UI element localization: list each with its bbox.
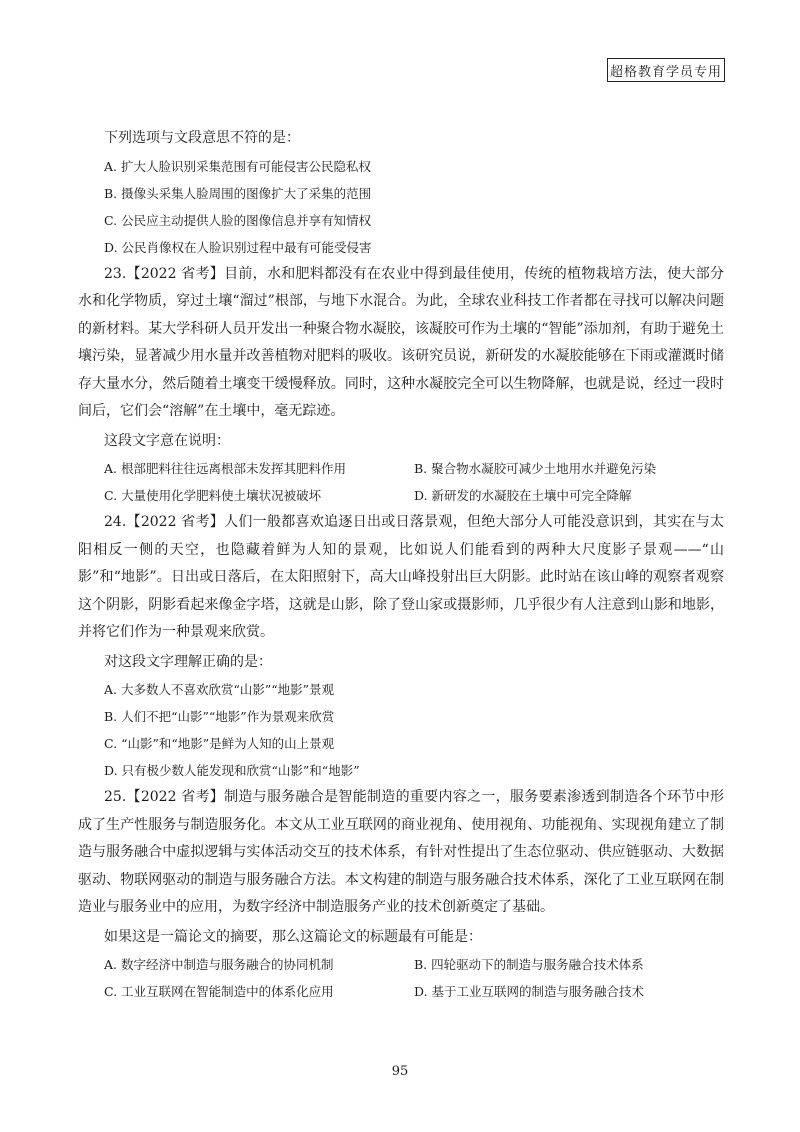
q22-option-a: A. 扩大人脸识别采集范围有可能侵害公民隐私权 [104,158,371,174]
q23-option-c: C. 大量使用化学肥料使土壤状况被破坏 [104,488,322,503]
q24-passage: 24.【2022 省考】人们一般都喜欢追逐日出或日落景观，但绝大部分人可能没意识到，其实在与太阳相反一侧的天空，也隐藏着鲜为人知的景观，比如说人们能看到的两种大尺度影子景观——“山影”和“地影”。日出或日落后，在太阳照射下，高大山峰投射出巨大阴影。此时站在该山峰的观察者观察这个阴影，阴影看起来像金字塔，这就是山影，除了登山家或摄影师，几乎很少有人注意到山影和地影，并将它们作为一种景观来欣赏。 [78,514,724,640]
q22-option-d: D. 公民肖像权在人脸识别过程中最有可能受侵害 [104,239,372,255]
q23-option-d: D. 新研发的水凝胶在土壤中可完全降解 [414,488,632,503]
q24-option-a: A. 大多数人不喜欢欣赏“山影”“地影”景观 [104,682,335,697]
q25-passage: 25.【2022 省考】制造与服务融合是智能制造的重要内容之一，服务要素渗透到制造各个环节中形成了生产性服务与制造服务化。本文从工业互联网的商业视角、使用视角、功能视角、实现视角建立了制造与服务融合中虚拟逻辑与实体活动交互的技术体系，有针对性提出了生态位驱动、供应链驱动、大数据驱动、物联网驱动的制造与服务融合方法。本文构建的制造与服务融合技术体系，深化了工业互联网在制造业与服务业中的应用，为数字经济中制造服务产业的技术创新奠定了基础。 [78,789,724,915]
q23-option-b: B. 聚合物水凝胶可减少土地用水并避免污染 [414,461,657,476]
q24-option-d: D. 只有极少数人能发现和欣赏“山影”和“地影” [104,763,360,778]
q25-prompt: 如果这是一篇论文的摘要，那么这篇论文的标题最有可能是： [104,928,482,945]
q23-options [104,455,724,509]
q22-option-c: C. 公民应主动提供人脸的图像信息并享有知情权 [104,212,372,228]
q22-option-b: B. 摄像头采集人脸周围的图像扩大了采集的范围 [104,185,372,201]
q23-prompt: 这段文字意在说明： [104,432,230,449]
q24-prompt: 对这段文字理解正确的是： [104,653,272,670]
q23-passage: 23.【2022 省考】目前，水和肥料都没有在农业中得到最佳使用，传统的植物栽培方法，使大部分水和化学物质，穿过土壤“溜过”根部，与地下水混合。为此，全球农业科技工作者都在寻找可以解决问题的新材料。某大学科研人员开发出一种聚合物水凝胶，该凝胶可作为土壤的“智能”添加剂，有助于避免土壤污染，显著减少用水量并改善植物对肥料的吸收。该研究员说，新研发的水凝胶能够在下雨或灌溉时储存大量水分，然后随着土壤变干缓慢释放。同时，这种水凝胶完全可以生物降解，也就是说，经过一段时间后，它们会“溶解”在土壤中，毫无踪迹。 [78,265,724,419]
page-content [78,125,724,1005]
q25-option-b: B. 四轮驱动下的制造与服务融合技术体系 [414,957,644,972]
page-number: 95 [391,1064,409,1079]
q25-options [104,951,724,1005]
q24-option-b: B. 人们不把“山影”“地影”作为景观来欣赏 [104,709,335,724]
user-badge: 超格教育学员专用 [607,58,725,82]
q25-option-a: A. 数字经济中制造与服务融合的协同机制 [104,957,334,972]
q22-prompt: 下列选项与文段意思不符的是： [104,130,300,146]
q24-option-c: C. “山影”和“地影”是鲜为人知的山上景观 [104,736,335,751]
q25-option-c: C. 工业互联网在智能制造中的体系化应用 [104,984,334,999]
q25-option-d: D. 基于工业互联网的制造与服务融合技术 [414,984,645,999]
q23-option-a: A. 根部肥料往往远离根部未发挥其肥料作用 [104,461,346,476]
